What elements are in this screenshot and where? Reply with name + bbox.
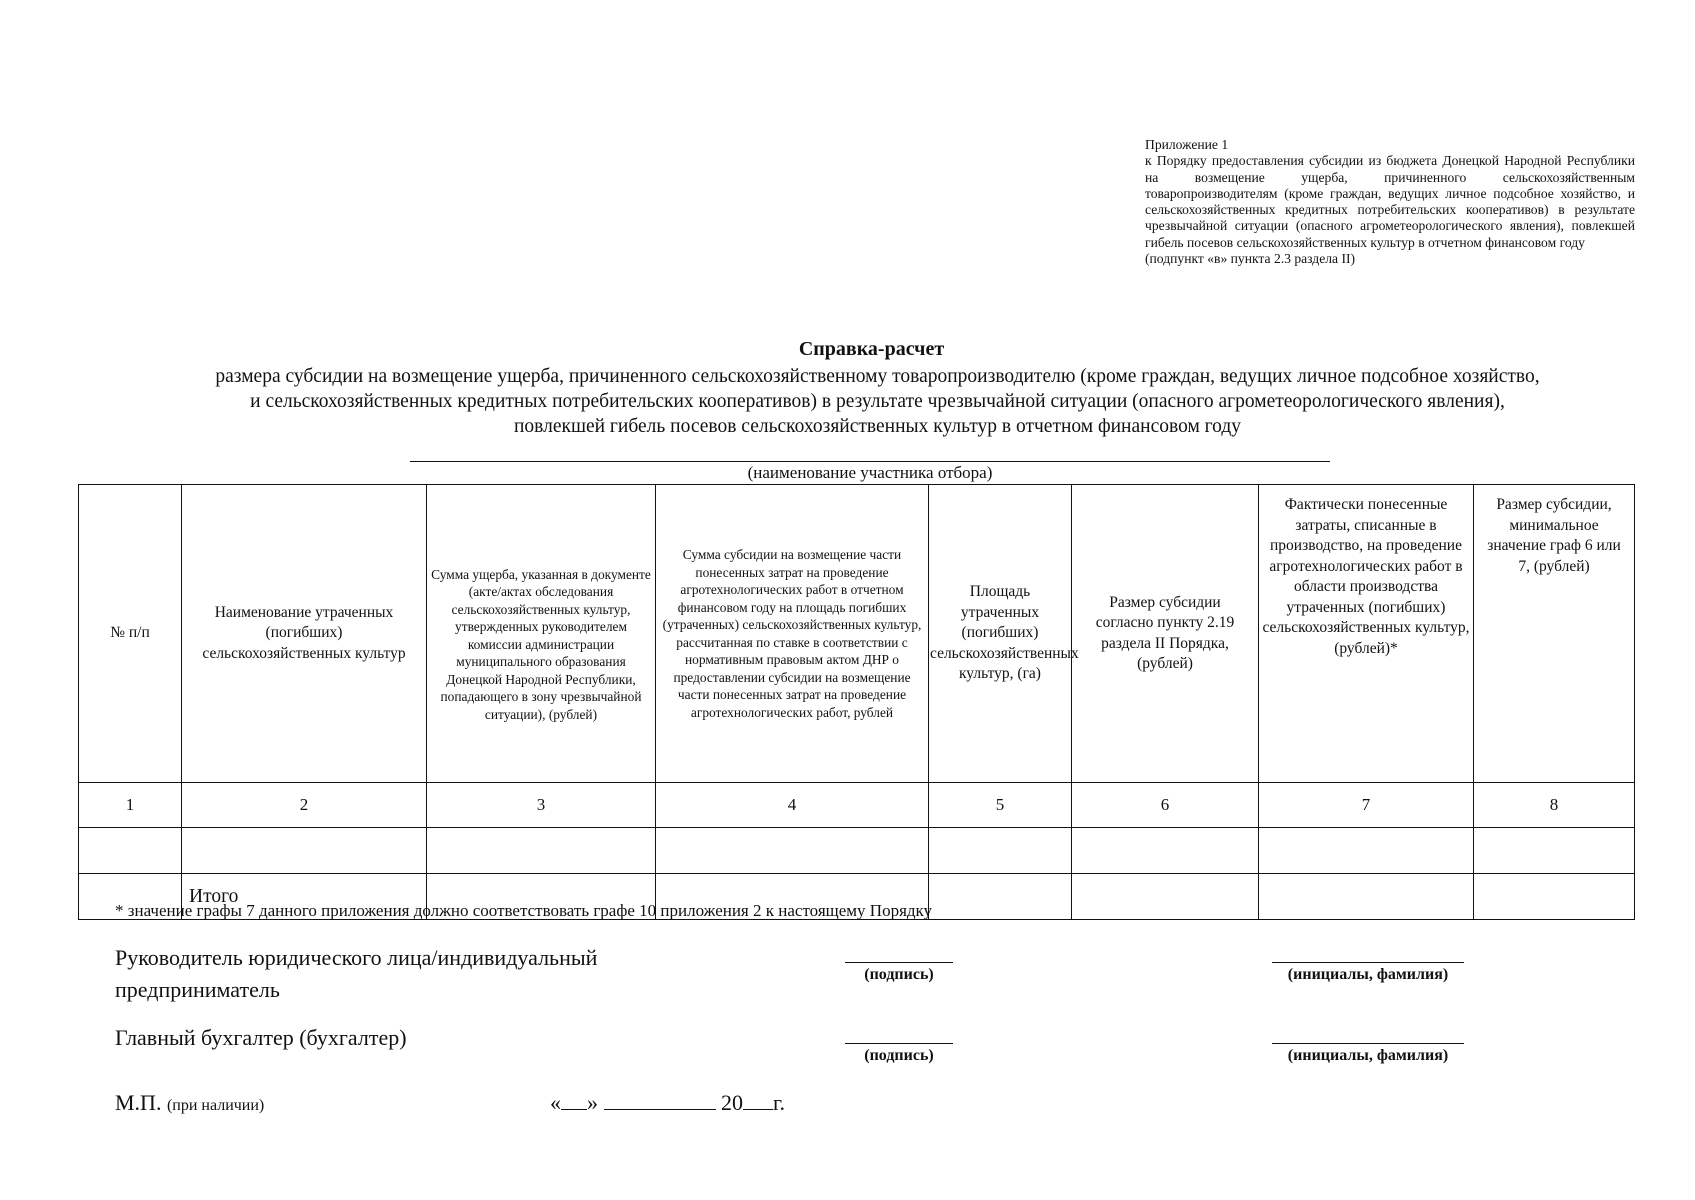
accountant-signature-line[interactable] [845, 1043, 953, 1044]
column-number: 1 [79, 783, 182, 828]
header-actual-costs: Фактически понесенные затраты, списанные в производство, на проведение агротехнологических работ в области производства утраченных (погибших) сельскохозяйственных культур, (рублей)* [1259, 485, 1474, 783]
header-number: № п/п [79, 485, 182, 783]
appendix-text: к Порядку предоставления субсидии из бюджета Донецкой Народной Республики на возмещение ущерба, причиненного сельскохозяйственным товаропроизводителям (кроме граждан, ведущих личное подсобное хозяйство, и сельскохозяйственных кредитных потребительских кооперативов) в результате чрезвычайной ситуации (опасного агрометеорологического явления), повлекшей гибель посевов сельскохозяйственных культур в отчетном финансовом году [1145, 153, 1635, 250]
subtitle-line: и сельскохозяйственных кредитных потребительских кооперативов) в результате чрезвычайной ситуации (опасного агрометеорологического явления), [250, 391, 1505, 412]
participant-name-line[interactable] [410, 461, 1330, 462]
date-open-quote: « [550, 1090, 561, 1115]
date-close-quote: » [587, 1090, 598, 1115]
column-number: 4 [656, 783, 929, 828]
signature-caption: (подпись) [864, 966, 934, 983]
header-crop-name: Наименование утраченных (погибших) сельскохозяйственных культур [182, 485, 427, 783]
table-cell[interactable] [929, 828, 1072, 874]
column-number: 2 [182, 783, 427, 828]
column-number: 3 [427, 783, 656, 828]
header-subsidy-minimum: Размер субсидии, минимальное значение граф 6 или 7, (рублей) [1474, 485, 1635, 783]
table-cell[interactable] [1474, 828, 1635, 874]
head-signature-label [115, 942, 735, 1006]
table-row [79, 828, 1635, 874]
header-damage-amount: Сумма ущерба, указанная в документе (акте/актах обследования сельскохозяйственных культур, утвержденных руководителем комиссии администрации муниципального образования Донецкой Народной Республики, попадающего в зону чрезвычайной ситуации), (рублей) [427, 485, 656, 783]
name-caption: (инициалы, фамилия) [1287, 966, 1449, 983]
table-cell[interactable] [182, 828, 427, 874]
accountant-name-line[interactable] [1272, 1043, 1464, 1044]
document-title: Справка-расчет [798, 338, 945, 360]
participant-caption: (наименование участника отбора) [747, 463, 993, 482]
head-label-line: Руководитель юридического лица/индивидуальный [115, 945, 598, 970]
table-header-row [79, 485, 1635, 783]
year-blank[interactable] [743, 1091, 773, 1110]
stamp-place [115, 1090, 264, 1116]
column-number: 5 [929, 783, 1072, 828]
header-subsidy-per-point: Размер субсидии согласно пункту 2.19 раздела II Порядка, (рублей) [1072, 485, 1259, 783]
signature-caption: (подпись) [864, 1047, 934, 1064]
stamp-label: М.П. [115, 1090, 162, 1115]
table-cell[interactable] [656, 828, 929, 874]
table-cell[interactable] [1259, 874, 1474, 920]
table-cell[interactable] [1072, 828, 1259, 874]
table-cell[interactable] [427, 828, 656, 874]
footnote: * значение графы 7 данного приложения должно соответствовать графе 10 приложения 2 к настоящему Порядку [115, 901, 933, 920]
subtitle-line: размера субсидии на возмещение ущерба, причиненного сельскохозяйственному товаропроизводителю (кроме граждан, ведущих личное подсобное хозяйство, [215, 366, 1540, 387]
date-field [550, 1090, 785, 1116]
column-number-row [79, 783, 1635, 828]
head-name-line[interactable] [1272, 962, 1464, 963]
table-cell[interactable] [79, 828, 182, 874]
head-label-line: предприниматель [115, 977, 280, 1002]
subtitle-line: повлекшей гибель посевов сельскохозяйственных культур в отчетном финансовом году [513, 416, 1242, 437]
month-blank[interactable] [604, 1091, 716, 1110]
day-blank[interactable] [561, 1091, 587, 1110]
header-subsidy-amount: Сумма субсидии на возмещение части понесенных затрат на проведение агротехнологических работ в отчетном финансовом году на площадь погибших (утраченных) сельскохозяйственных культур, рассчитанная по ставке в соответствии с нормативным правовым актом ДНР о предоставлении субсидии на возмещение части понесенных затрат на проведение агротехнологических работ, рублей [656, 485, 929, 783]
year-suffix: г. [773, 1090, 786, 1115]
table-cell[interactable] [1259, 828, 1474, 874]
column-number: 8 [1474, 783, 1635, 828]
year-prefix: 20 [721, 1090, 743, 1115]
appendix-note [1145, 137, 1635, 267]
accountant-signature-label: Главный бухгалтер (бухгалтер) [115, 1025, 407, 1050]
name-caption: (инициалы, фамилия) [1287, 1047, 1449, 1064]
head-signature-line[interactable] [845, 962, 953, 963]
appendix-reference: (подпункт «в» пункта 2.3 раздела II) [1145, 251, 1356, 267]
column-number: 6 [1072, 783, 1259, 828]
total-label: Итого [182, 874, 427, 920]
table-cell[interactable] [1474, 874, 1635, 920]
document-subtitle [115, 364, 1640, 439]
stamp-note: (при наличии) [166, 1097, 265, 1114]
calculation-table [78, 484, 1635, 920]
appendix-title: Приложение 1 [1145, 137, 1229, 152]
table-cell[interactable] [929, 874, 1072, 920]
column-number: 7 [1259, 783, 1474, 828]
table-cell[interactable] [1072, 874, 1259, 920]
header-area: Площадь утраченных (погибших) сельскохозяйственных культур, (га) [929, 485, 1072, 783]
